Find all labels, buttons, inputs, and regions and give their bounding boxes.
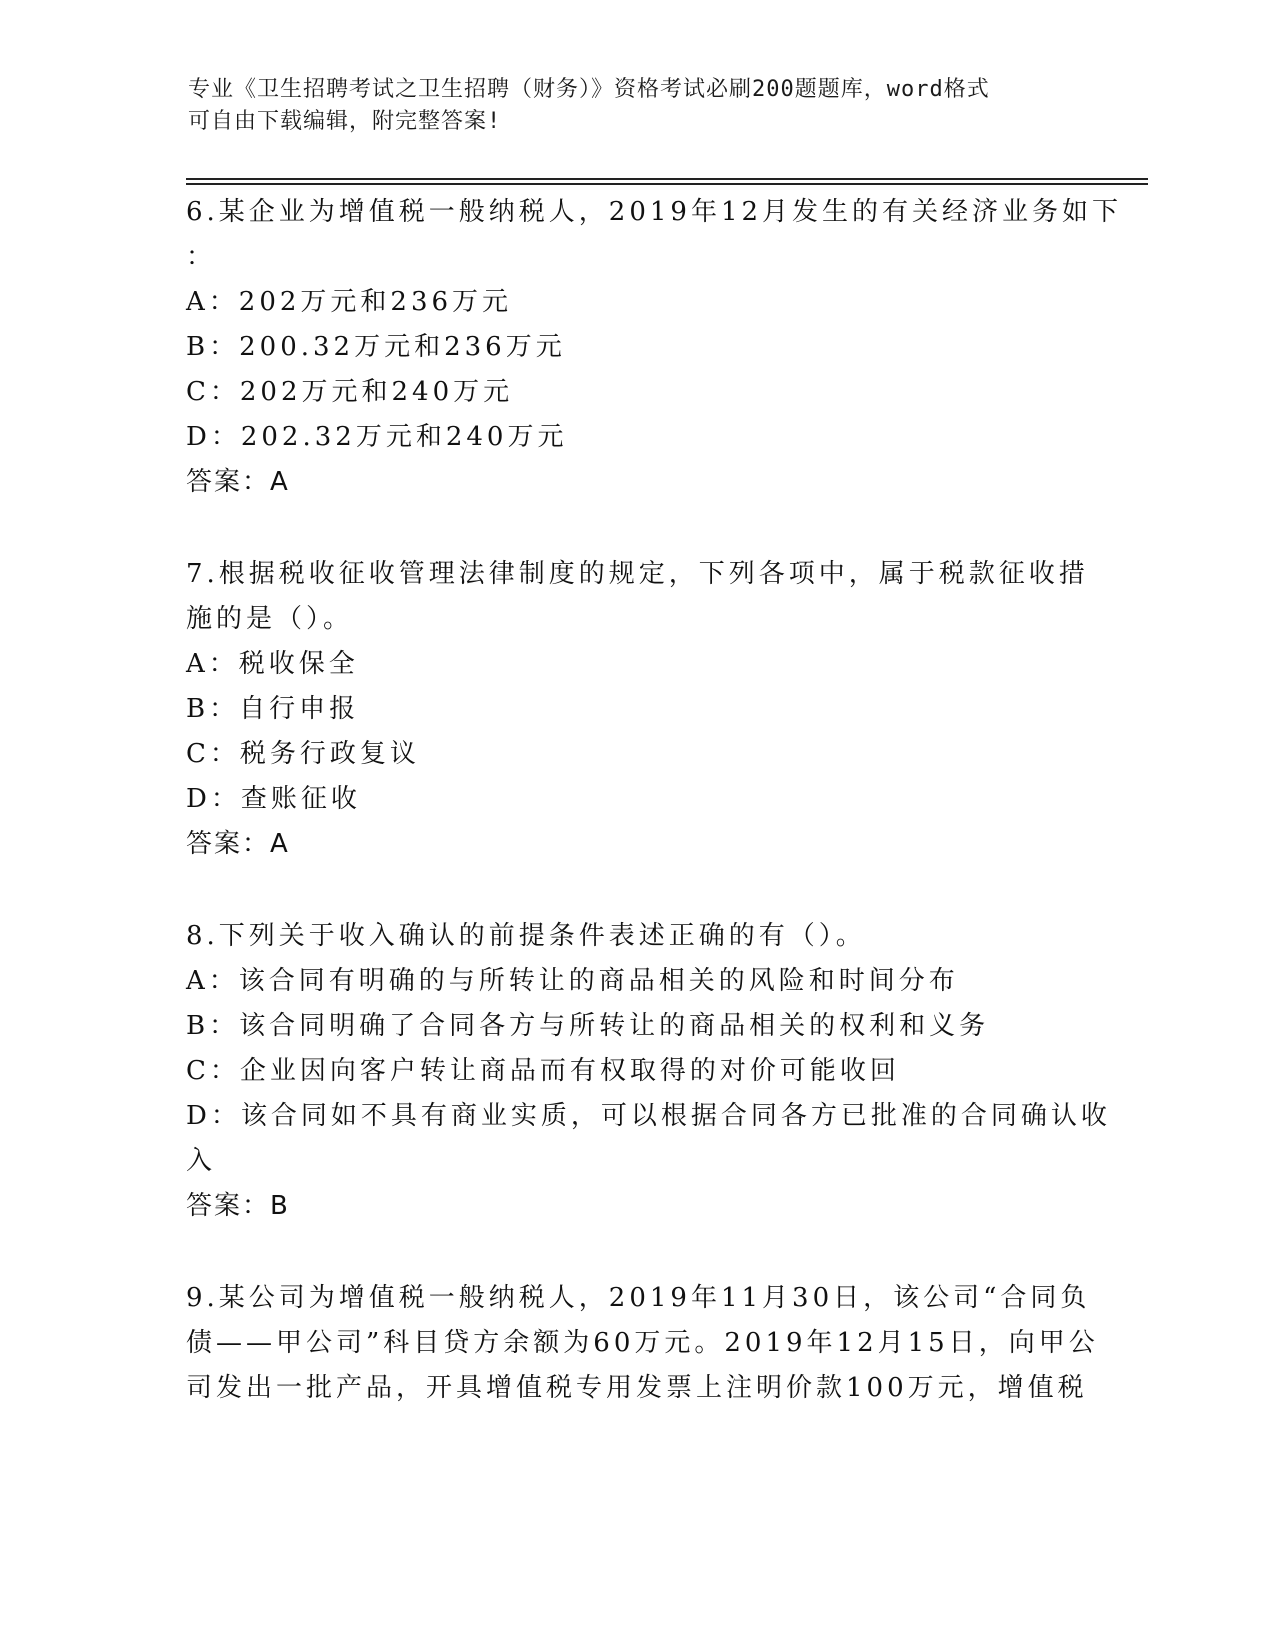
spacer: [186, 867, 1086, 914]
question-stem-line: 9.某公司为增值税一般纳税人，2019年11月30日，该公司“合同负: [186, 1283, 1091, 1313]
option-d: D：该合同如不具有商业实质，可以根据合同各方已批准的合同确认收: [186, 1101, 1111, 1131]
question-6: [186, 190, 1123, 505]
option-b: B：200.32万元和236万元: [186, 332, 566, 362]
option-c: C：202万元和240万元: [186, 377, 514, 407]
header-line-1: 专业《卫生招聘考试之卫生招聘（财务）》资格考试必刷200题题库，word格式: [188, 77, 990, 102]
option-a: A：该合同有明确的与所转让的商品相关的风险和时间分布: [186, 966, 959, 996]
question-stem-line: 司发出一批产品，开具增值税专用发票上注明价款100万元，增值税: [186, 1373, 1088, 1403]
question-stem-line: 6.某企业为增值税一般纳税人，2019年12月发生的有关经济业务如下: [186, 197, 1123, 227]
question-stem-line: 8.下列关于收入确认的前提条件表述正确的有（）。: [186, 921, 866, 951]
question-stem-line: 施的是（）。: [186, 604, 354, 634]
header-divider-bottom: [186, 183, 1148, 185]
spacer: [186, 1229, 1086, 1276]
header-divider-top: [186, 178, 1148, 180]
question-list: [186, 190, 1123, 1411]
header-line-2: 可自由下载编辑，附完整答案!: [188, 109, 502, 134]
question-8: [186, 914, 1111, 1229]
option-d-continued: 入: [186, 1146, 217, 1176]
answer-label: 答案：A: [186, 829, 290, 859]
option-d: D：202.32万元和240万元: [186, 422, 568, 452]
document-header: [188, 74, 1088, 138]
option-d: D：查账征收: [186, 784, 361, 814]
question-stem-line: 7.根据税收征收管理法律制度的规定，下列各项中，属于税款征收措: [186, 559, 1089, 589]
question-stem-line: 债——甲公司”科目贷方余额为60万元。2019年12月15日，向甲公: [186, 1328, 1099, 1358]
option-a: A：202万元和236万元: [186, 287, 513, 317]
question-9: [186, 1276, 1099, 1411]
question-7: [186, 552, 1089, 867]
answer-label: 答案：A: [186, 467, 290, 497]
spacer: [186, 505, 1086, 552]
option-c: C：税务行政复议: [186, 739, 420, 769]
option-b: B：该合同明确了合同各方与所转让的商品相关的权利和义务: [186, 1011, 990, 1041]
option-a: A：税收保全: [186, 649, 359, 679]
answer-label: 答案：B: [186, 1191, 290, 1221]
question-stem-line: ：: [186, 242, 217, 272]
option-c: C：企业因向客户转让商品而有权取得的对价可能收回: [186, 1056, 900, 1086]
option-b: B：自行申报: [186, 694, 360, 724]
